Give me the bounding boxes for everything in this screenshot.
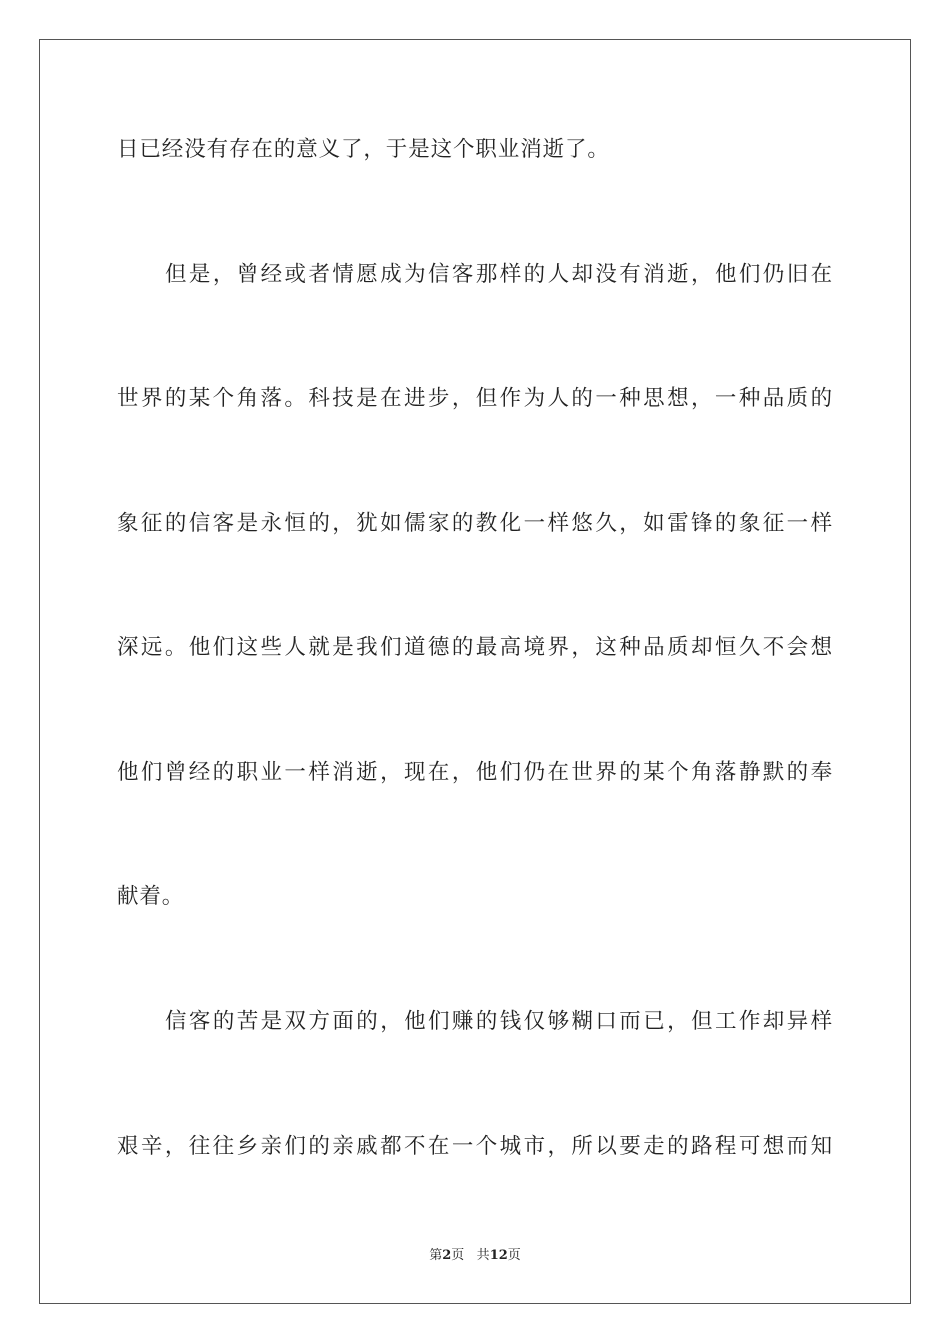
body-line-3: 世界的某个角落。科技是在进步，但作为人的一种思想，一种品质的 — [117, 386, 833, 411]
body-line-1: 日已经没有存在的意义了，于是这个职业消逝了。 — [117, 137, 610, 162]
body-line-6: 他们曾经的职业一样消逝，现在，他们仍在世界的某个角落静默的奉 — [117, 760, 833, 785]
footer-total-prefix: 共 — [476, 1248, 490, 1263]
page-footer — [0, 1246, 950, 1266]
footer-page-number: 2 — [442, 1248, 452, 1263]
body-line-4: 象征的信客是永恒的，犹如儒家的教化一样悠久，如雷锋的象征一样 — [117, 511, 833, 536]
page-border — [39, 39, 911, 1304]
footer-page-prefix: 第 — [429, 1248, 443, 1263]
body-line-8: 信客的苦是双方面的，他们赚的钱仅够糊口而已，但工作却异样 — [165, 1009, 833, 1034]
body-line-9: 艰辛，往往乡亲们的亲戚都不在一个城市，所以要走的路程可想而知 — [117, 1134, 833, 1159]
footer-total-suffix: 页 — [507, 1248, 521, 1263]
body-line-2: 但是，曾经或者情愿成为信客那样的人却没有消逝，他们仍旧在 — [165, 262, 833, 287]
footer-total-pages: 12 — [489, 1248, 508, 1263]
footer-page-suffix: 页 — [451, 1248, 465, 1263]
body-line-7: 献着。 — [117, 884, 185, 909]
body-line-5: 深远。他们这些人就是我们道德的最高境界，这种品质却恒久不会想 — [117, 635, 833, 660]
